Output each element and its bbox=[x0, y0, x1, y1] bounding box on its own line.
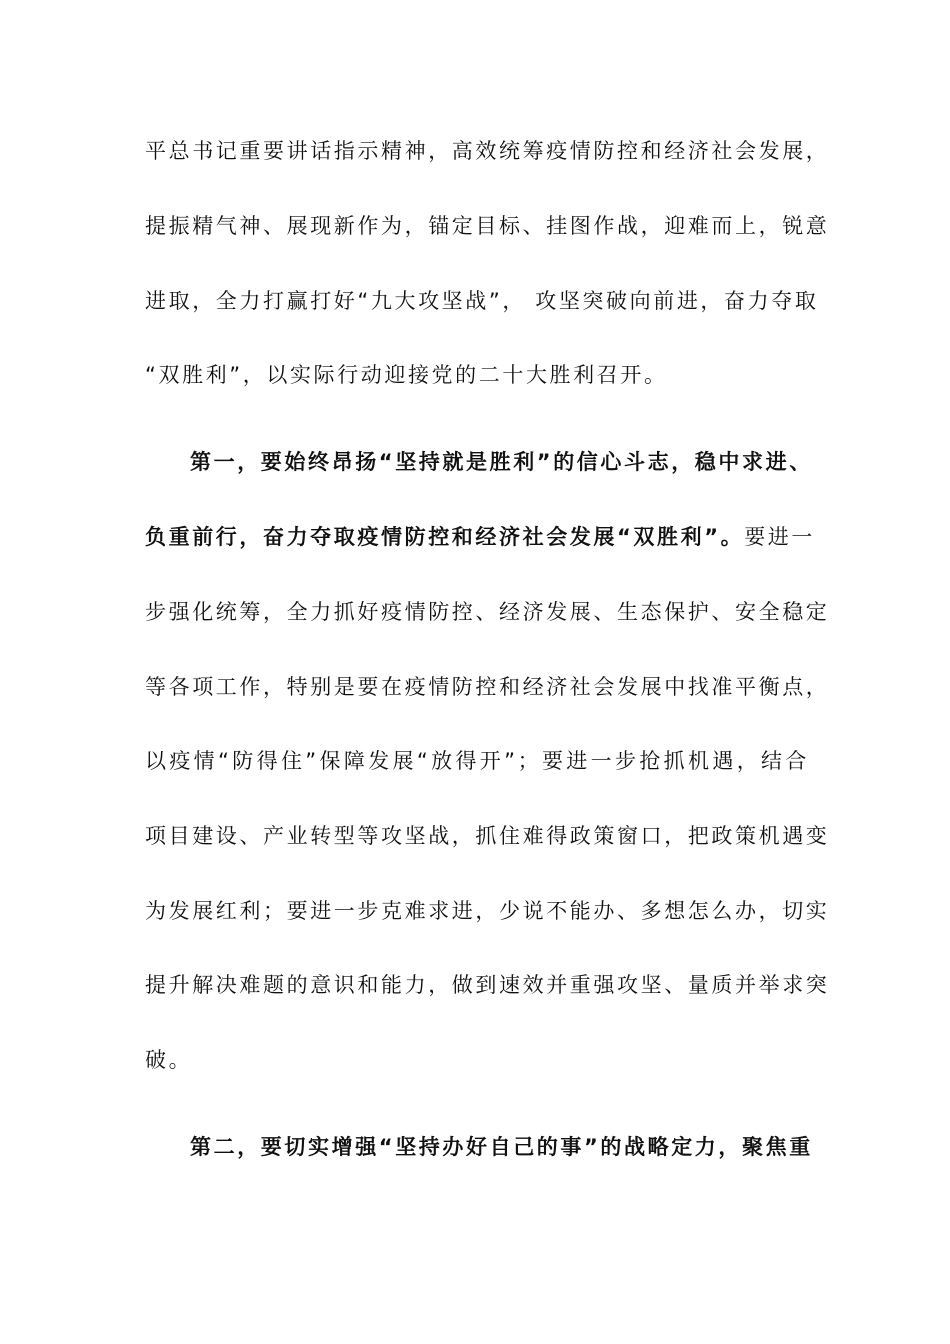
body-text-line: “双胜利”，以实际行动迎接党的二十大胜利召开。 bbox=[145, 363, 668, 387]
body-text-line: 项目建设、产业转型等攻坚战，抓住难得政策窗口，把政策机遇变 bbox=[145, 824, 830, 848]
section-heading-1-continued: 负重前行，奋力夺取疫情防控和经济社会发展“双胜利”。 bbox=[145, 525, 745, 549]
body-text-span: 要进一 bbox=[744, 525, 816, 549]
section-heading-2: 第二，要切实增强“坚持办好自己的事”的战略定力，聚焦重 bbox=[190, 1135, 813, 1159]
body-text-line: 平总书记重要讲话指示精神，高效统筹疫情防控和经济社会发展， bbox=[145, 139, 830, 163]
body-text-line: 破。 bbox=[145, 1048, 193, 1072]
body-text-line: 提振精气神、展现新作为，锚定目标、挂图作战，迎难而上，锐意 bbox=[145, 214, 830, 238]
body-text-line: 提升解决难题的意识和能力，做到速效并重强攻坚、量质并举求突 bbox=[145, 973, 830, 997]
mixed-text-line bbox=[145, 517, 816, 557]
body-text-line: 等各项工作，特别是要在疫情防控和经济社会发展中找准平衡点， bbox=[145, 675, 830, 699]
section-heading-1: 第一，要始终昂扬“坚持就是胜利”的信心斗志，稳中求进、 bbox=[190, 450, 813, 474]
body-text-line: 进取，全力打赢打好“九大攻坚战”， 攻坚突破向前进，奋力夺取 bbox=[145, 289, 819, 313]
body-text-line: 步强化统筹，全力抓好疫情防控、经济发展、生态保护、安全稳定 bbox=[145, 600, 830, 624]
body-text-line: 为发展红利；要进一步克难求进，少说不能办、多想怎么办，切实 bbox=[145, 899, 830, 923]
body-text-line: 以疫情“防得住”保障发展“放得开”；要进一步抢抓机遇，结合 bbox=[145, 749, 809, 773]
